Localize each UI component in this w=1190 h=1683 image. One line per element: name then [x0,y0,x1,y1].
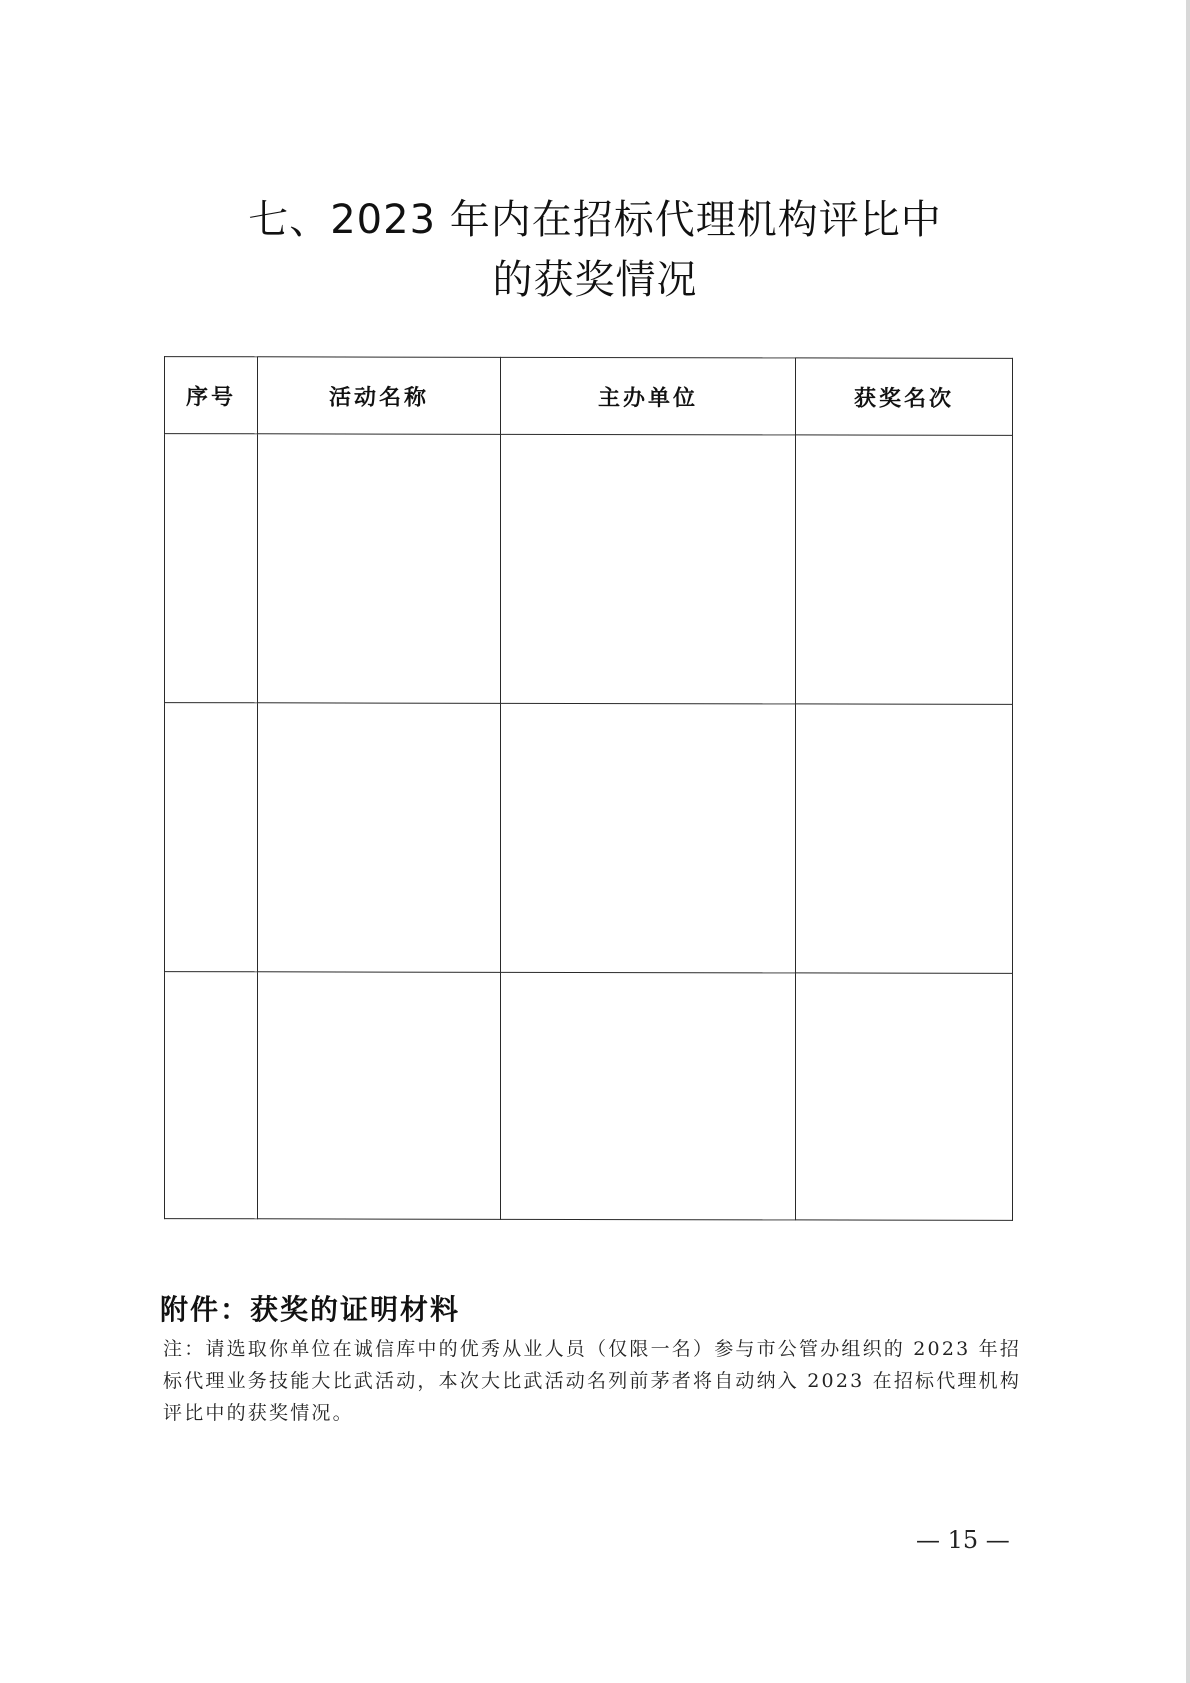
cell-award-rank [796,704,1013,973]
cell-award-rank [796,973,1013,1220]
table-header-row [165,357,1013,436]
cell-activity-name [258,703,501,973]
cell-activity-name [258,434,501,704]
table-row [165,703,1013,974]
cell-award-rank [796,435,1013,704]
award-table [164,356,1013,1221]
cell-activity-name [258,972,501,1220]
page-title-line-1: 七、2023 年内在招标代理机构评比中 [248,197,942,243]
table-row [165,434,1013,705]
cell-serial-number [165,434,258,703]
page-number: — 15 — [916,1526,1010,1554]
cell-organizer [501,434,796,704]
header-organizer: 主办单位 [501,357,796,435]
header-serial-number: 序号 [165,357,258,434]
cell-organizer [501,703,796,973]
note-text: 注：请选取你单位在诚信库中的优秀从业人员（仅限一名）参与市公管办组织的 2023 年招标代理业务技能大比武活动，本次大比武活动名列前茅者将自动纳入 2023 在招标代理机构评比中的获奖情况。 [163,1338,1022,1424]
cell-organizer [501,972,796,1220]
attachment-heading: 附件：获奖的证明材料 [160,1293,461,1326]
header-award-rank: 获奖名次 [796,358,1013,435]
cell-serial-number [165,703,258,972]
cell-serial-number [165,972,258,1219]
header-activity-name: 活动名称 [258,357,501,435]
page-title-line-2: 的获奖情况 [492,257,698,303]
table-row [165,972,1013,1221]
